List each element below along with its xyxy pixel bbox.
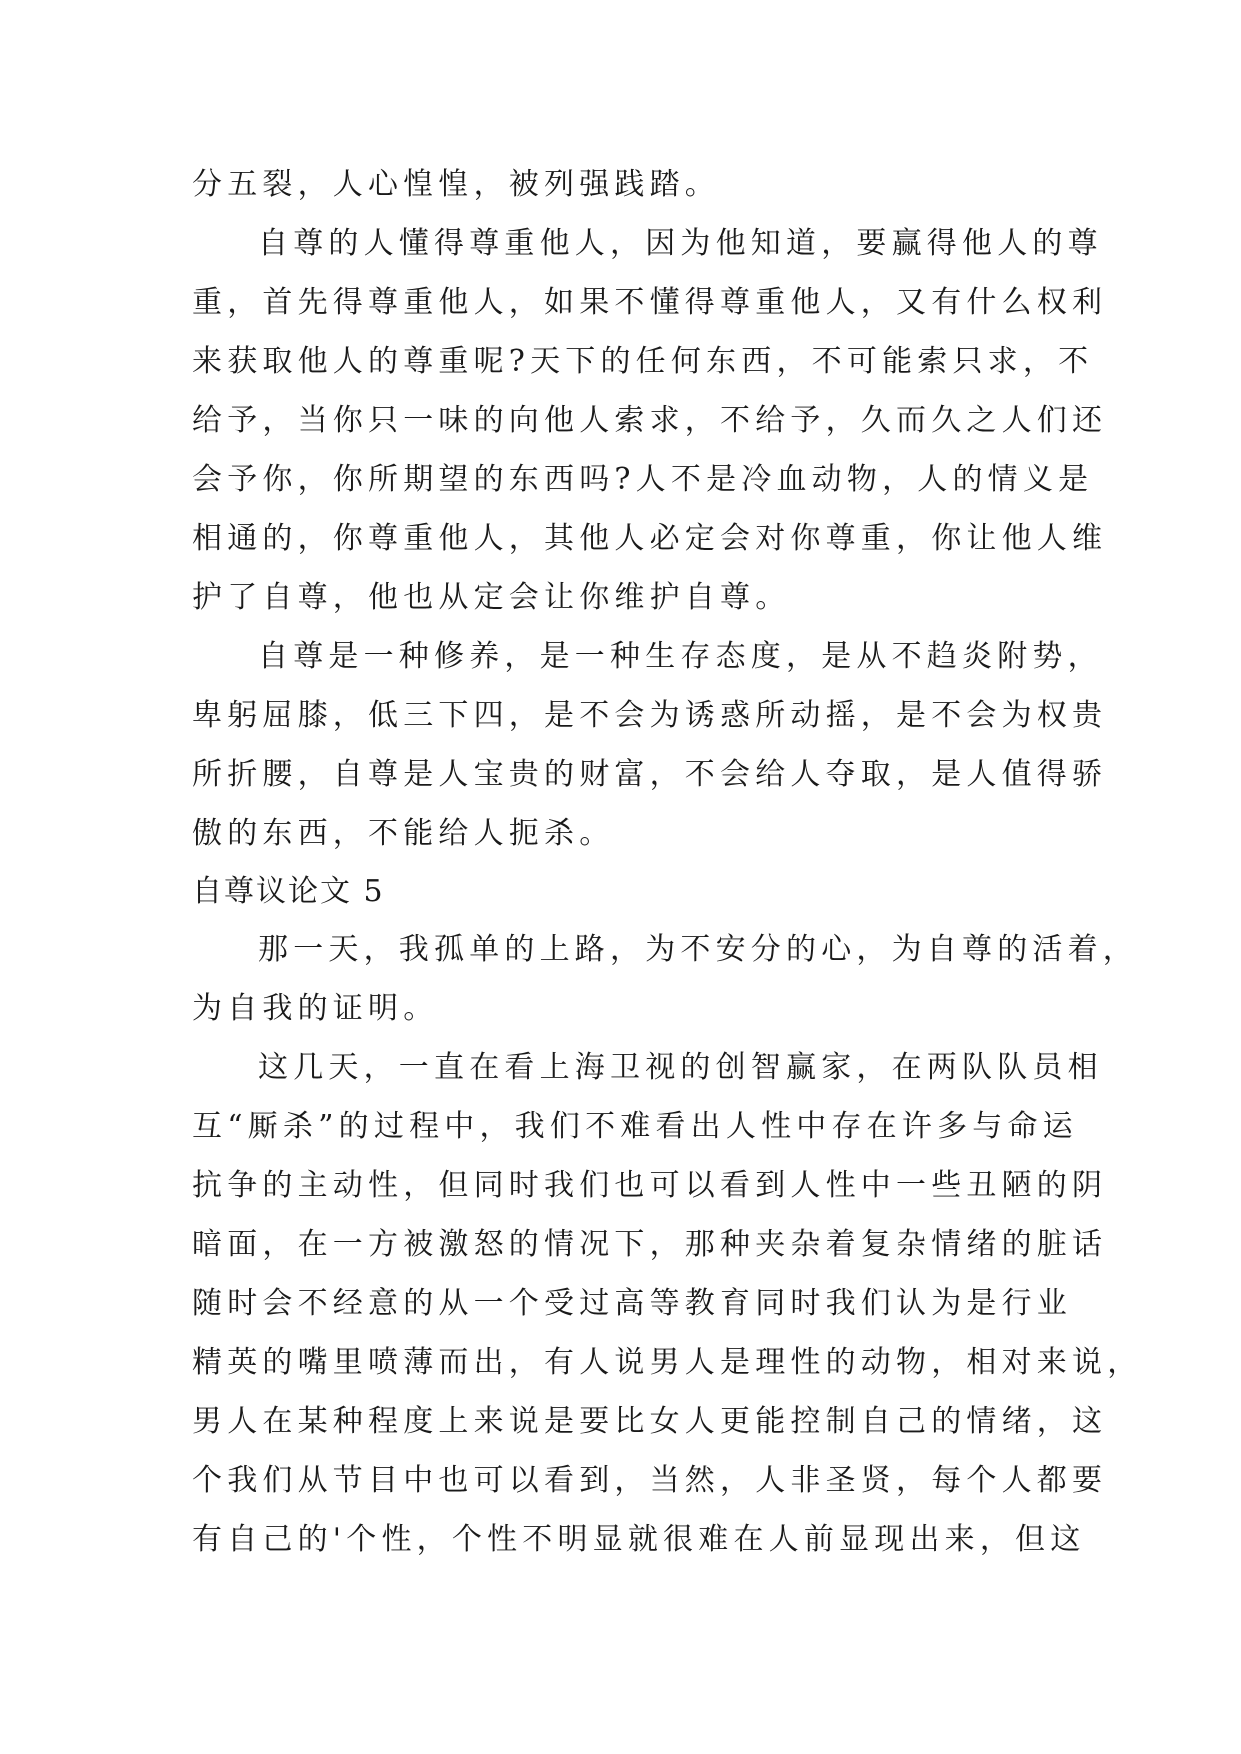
text-line-6: 会予你，你所期望的东西吗?人不是冷血动物，人的情义是	[192, 462, 1094, 497]
text-line-19: 暗面，在一方被激怒的情况下，那种夹杂着复杂情绪的脏话	[192, 1227, 1108, 1262]
paragraph-start-line-9: 自尊是一种修养，是一种生存态度，是从不趋炎附势，	[258, 639, 1103, 674]
text-line-4: 来获取他人的尊重呢?天下的任何东西，不可能索只求，不	[192, 344, 1094, 379]
text-line-10: 卑躬屈膝，低三下四，是不会为诱惑所动摇，是不会为权贵	[192, 698, 1108, 733]
text-line-11: 所折腰，自尊是人宝贵的财富，不会给人夺取，是人值得骄	[192, 757, 1108, 792]
text-line-24: 有自己的'个性，个性不明显就很难在人前显现出来，但这	[192, 1522, 1086, 1557]
text-line-22: 男人在某种程度上来说是要比女人更能控制自己的情绪，这	[192, 1404, 1108, 1439]
text-line-1: 分五裂，人心惶惶，被列强践踏。	[192, 167, 720, 202]
text-line-7: 相通的，你尊重他人，其他人必定会对你尊重，你让他人维	[192, 521, 1108, 556]
text-line-18: 抗争的主动性，但同时我们也可以看到人性中一些丑陋的阴	[192, 1168, 1108, 1203]
paragraph-start-line-14: 那一天，我孤单的上路，为不安分的心，为自尊的活着，	[258, 932, 1138, 967]
text-line-8: 护了自尊，他也从定会让你维护自尊。	[192, 580, 791, 615]
text-line-5: 给予，当你只一味的向他人索求，不给予，久而久之人们还	[192, 403, 1108, 438]
section-heading: 自尊议论文 5	[192, 874, 385, 909]
text-line-3: 重，首先得尊重他人，如果不懂得尊重他人，又有什么权利	[192, 285, 1108, 320]
text-line-15: 为自我的证明。	[192, 991, 439, 1026]
paragraph-start-line-16: 这几天，一直在看上海卫视的创智赢家，在两队队员相	[258, 1050, 1103, 1085]
text-line-20: 随时会不经意的从一个受过高等教育同时我们认为是行业	[192, 1286, 1072, 1321]
text-line-12: 傲的东西，不能给人扼杀。	[192, 816, 615, 851]
text-line-21: 精英的嘴里喷薄而出，有人说男人是理性的动物，相对来说，	[192, 1345, 1143, 1380]
paragraph-start-line-2: 自尊的人懂得尊重他人，因为他知道，要赢得他人的尊	[258, 226, 1103, 261]
text-line-17: 互“厮杀”的过程中，我们不难看出人性中存在许多与命运	[192, 1109, 1078, 1144]
text-line-23: 个我们从节目中也可以看到，当然，人非圣贤，每个人都要	[192, 1463, 1108, 1498]
